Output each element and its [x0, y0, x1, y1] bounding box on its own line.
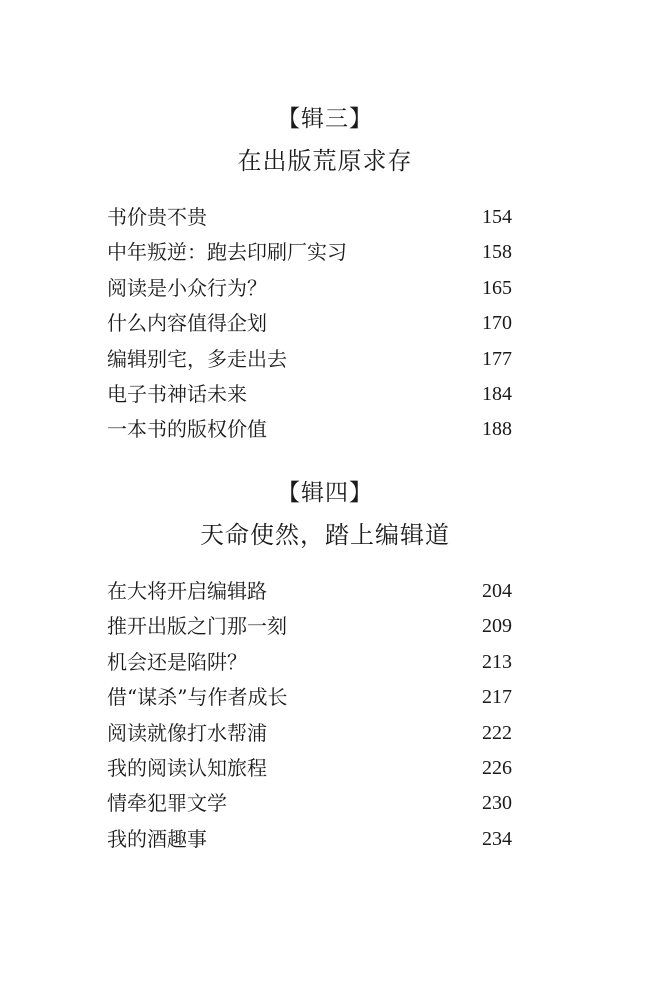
toc-section-3: [0, 104, 650, 448]
toc-entry: [0, 680, 650, 715]
toc-entry: [0, 377, 650, 412]
toc-entry: [0, 716, 650, 751]
toc-entry-title: 我的阅读认知旅程: [107, 755, 267, 780]
toc-entry-page: 222: [482, 721, 512, 744]
toc-entry: [0, 306, 650, 341]
section-title: 在出版荒原求存: [237, 147, 413, 175]
toc-entry-title: 我的酒趣事: [107, 826, 207, 851]
toc-entry-title: 中年叛逆：跑去印刷厂实习: [107, 240, 347, 265]
toc-entry-title: 在大将开启编辑路: [107, 579, 267, 603]
toc-entry-page: 209: [482, 615, 512, 638]
section-tag: 【辑三】: [277, 106, 373, 132]
toc-entry-page: 204: [482, 580, 512, 602]
toc-entry-page: 184: [482, 382, 512, 405]
toc-entry-page: 177: [482, 347, 512, 370]
toc-list: [0, 200, 650, 448]
toc-entry-title: 一本书的版权价值: [107, 417, 267, 442]
toc-entry: [0, 412, 650, 447]
toc-entry-page: 213: [482, 650, 512, 673]
toc-entry: [0, 200, 650, 235]
toc-entry: [0, 342, 650, 377]
section-tag: 【辑四】: [277, 480, 373, 506]
toc-entry-title: 阅读是小众行为？: [107, 275, 267, 300]
toc-entry-title: 借“谋杀”与作者成长: [107, 685, 288, 710]
toc-entry-title: 情牵犯罪文学: [107, 791, 227, 816]
toc-entry-page: 170: [482, 312, 512, 335]
toc-entry-title: 推开出版之门那一刻: [107, 614, 287, 639]
toc-entry: [0, 645, 650, 680]
toc-list: [0, 574, 650, 857]
toc-entry-page: 226: [482, 756, 512, 779]
toc-entry-page: 234: [482, 827, 512, 850]
toc-entry-title: 电子书神话未来: [107, 381, 247, 406]
toc-entry-page: 230: [482, 792, 512, 815]
toc-entry-page: 217: [482, 686, 512, 709]
toc-entry-title: 书价贵不贵: [107, 205, 207, 229]
toc-entry: [0, 574, 650, 609]
toc-entry-title: 机会还是陷阱？: [107, 649, 247, 674]
toc-entry: [0, 609, 650, 644]
toc-entry: [0, 235, 650, 270]
toc-entry-page: 188: [482, 418, 512, 441]
toc-section-4: [0, 478, 650, 857]
toc-entry-page: 165: [482, 276, 512, 299]
toc-entry-page: 158: [482, 241, 512, 264]
toc-entry: [0, 822, 650, 857]
toc-entry-page: 154: [482, 206, 512, 228]
toc-entry-title: 编辑别宅，多走出去: [107, 346, 287, 371]
toc-entry: [0, 786, 650, 821]
toc-entry: [0, 751, 650, 786]
section-title: 天命使然，踏上编辑道: [200, 521, 450, 549]
toc-entry-title: 什么内容值得企划: [107, 311, 267, 336]
toc-entry: [0, 271, 650, 306]
toc-entry-title: 阅读就像打水帮浦: [107, 720, 267, 745]
